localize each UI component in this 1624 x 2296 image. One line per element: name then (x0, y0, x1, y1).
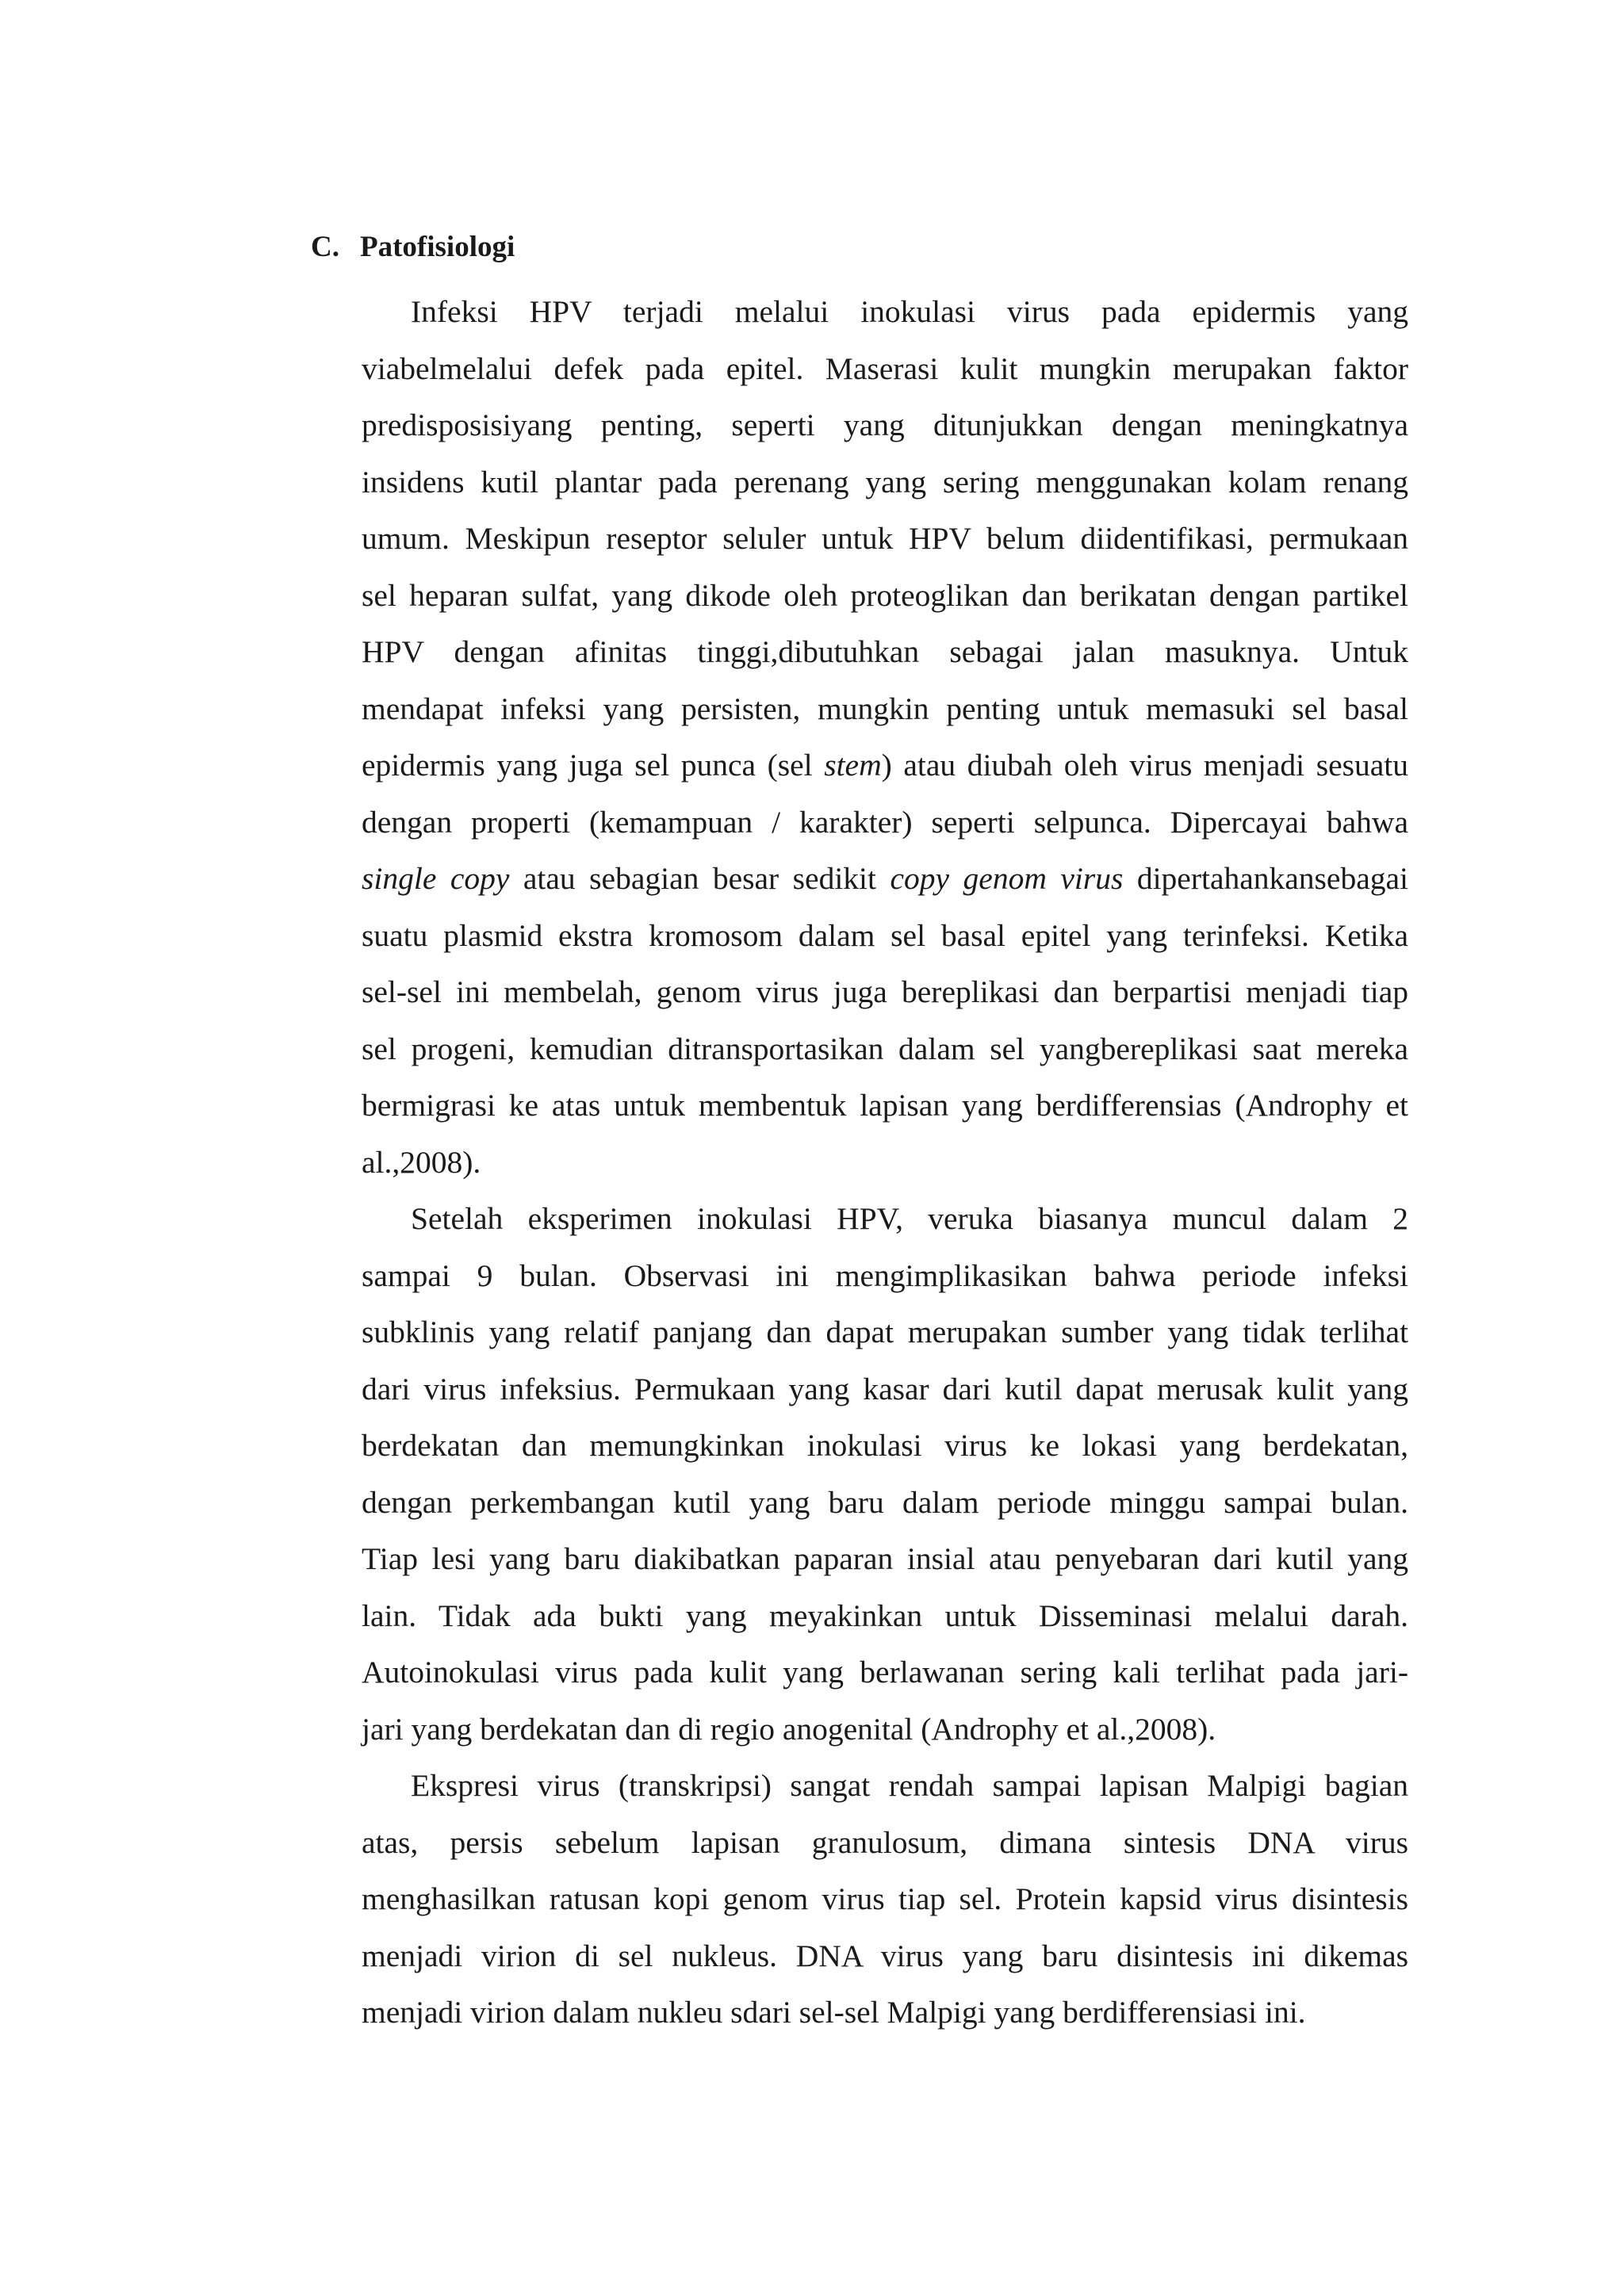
text-line: dengan perkembangan kutil yang baru dalam periode minggu sampai bulan. (362, 1484, 1408, 1520)
paragraph (362, 1758, 1408, 2042)
italic-term: copy genom virus (890, 861, 1124, 896)
section-letter: C. (311, 231, 339, 263)
text-line: dari virus infeksius. Permukaan yang kasar dari kutil dapat merusak kulit yang (362, 1371, 1408, 1406)
text-line: Infeksi HPV terjadi melalui inokulasi virus pada epidermis yang (411, 294, 1408, 329)
italic-term: stem (824, 748, 882, 783)
text-line: atas, persis sebelum lapisan granulosum, dimana sintesis DNA virus (362, 1824, 1408, 1860)
section-title: Patofisiologi (360, 231, 515, 263)
text-line: sel-sel ini membelah, genom virus juga bereplikasi dan berpartisi menjadi tiap (362, 974, 1408, 1009)
text-line: mendapat infeksi yang persisten, mungkin penting untuk memasuki sel basal (362, 691, 1408, 726)
text-line: predisposisiyang penting, seperti yang ditunjukkan dengan meningkatnya (362, 408, 1408, 442)
text-line: sampai 9 bulan. Observasi ini mengimplikasikan bahwa periode infeksi (362, 1257, 1408, 1293)
italic-term: single copy (362, 861, 510, 896)
text-line: viabelmelalui defek pada epitel. Maserasi kulit mungkin merupakan faktor (362, 350, 1408, 386)
text-line: single copy atau sebagian besar sedikit copy genom virus dipertahankansebagai (362, 861, 1408, 896)
text-line: bermigrasi ke atas untuk membentuk lapisan yang berdifferensias (Androphy et (362, 1088, 1408, 1123)
text-line: umum. Meskipun reseptor seluler untuk HPV belum diidentifikasi, permukaan (362, 521, 1408, 556)
text-line: HPV dengan afinitas tinggi,dibutuhkan sebagai jalan masuknya. Untuk (362, 634, 1408, 669)
text-line: subklinis yang relatif panjang dan dapat merupakan sumber yang tidak terlihat (362, 1314, 1408, 1349)
text-line: Ekspresi virus (transkripsi) sangat rendah sampai lapisan Malpigi bagian (411, 1768, 1408, 1803)
text-line: dengan properti (kemampuan / karakter) seperti selpunca. Dipercayai bahwa (362, 804, 1408, 840)
text-line: al.,2008). (362, 1144, 481, 1180)
section-heading (311, 228, 515, 266)
text-line: suatu plasmid ekstra kromosom dalam sel basal epitel yang terinfeksi. Ketika (362, 917, 1408, 953)
text-line: menjadi virion dalam nukleu sdari sel-sel Malpigi yang berdifferensiasi ini. (362, 1995, 1306, 2030)
body-text (362, 284, 1408, 2042)
text-line: Setelah eksperimen inokulasi HPV, veruka biasanya muncul dalam 2 (411, 1201, 1408, 1236)
text-line: menghasilkan ratusan kopi genom virus tiap sel. Protein kapsid virus disintesis (362, 1881, 1408, 1916)
text-line: Autoinokulasi virus pada kulit yang berlawanan sering kali terlihat pada jari- (362, 1655, 1408, 1689)
text-line: jari yang berdekatan dan di regio anogenital (Androphy et al.,2008). (362, 1711, 1216, 1747)
text-line: sel heparan sulfat, yang dikode oleh proteoglikan dan berikatan dengan partikel (362, 577, 1408, 613)
text-line: lain. Tidak ada bukti yang meyakinkan untuk Disseminasi melalui darah. (362, 1598, 1408, 1633)
text-line: Tiap lesi yang baru diakibatkan paparan insial atau penyebaran dari kutil yang (362, 1541, 1408, 1576)
text-line: menjadi virion di sel nukleus. DNA virus yang baru disintesis ini dikemas (362, 1938, 1408, 1973)
paragraph (362, 1191, 1408, 1758)
text-line: sel progeni, kemudian ditransportasikan dalam sel yangbereplikasi saat mereka (362, 1031, 1408, 1066)
paragraph (362, 284, 1408, 1191)
text-line: epidermis yang juga sel punca (sel stem) atau diubah oleh virus menjadi sesuatu (362, 748, 1408, 783)
text-line: berdekatan dan memungkinkan inokulasi virus ke lokasi yang berdekatan, (362, 1428, 1408, 1463)
text-line: insidens kutil plantar pada perenang yang sering menggunakan kolam renang (362, 464, 1408, 499)
